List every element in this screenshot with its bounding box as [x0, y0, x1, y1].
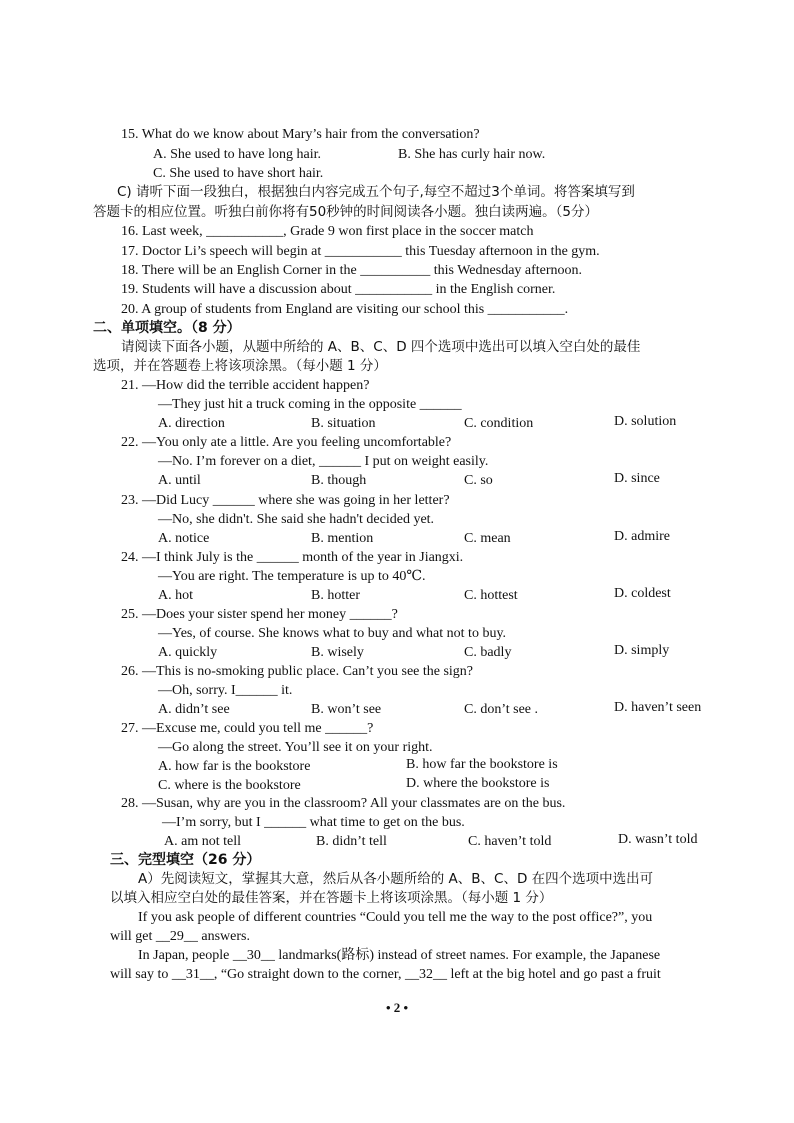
q27-option-a: A. how far is the bookstore [158, 759, 311, 774]
question-16: 16. Last week, ___________, Grade 9 won first place in the soccer match [121, 224, 534, 239]
section-2-heading: 二、单项填空。（8 分） [93, 320, 241, 336]
question-19: 19. Students will have a discussion about ___________ in the English corner. [121, 282, 556, 297]
q25-option-c: C. badly [464, 645, 512, 660]
q26-option-a: A. didn’t see [158, 702, 230, 717]
q26-option-d: D. haven’t seen [614, 700, 702, 715]
passage-line-1: If you ask people of different countries “Could you tell me the way to the post office?”, you [138, 910, 653, 925]
question-17: 17. Doctor Li’s speech will begin at ___________ this Tuesday afternoon in the gym. [121, 244, 600, 259]
q23-option-a: A. notice [158, 531, 210, 546]
section-3-instruction-1: A）先阅读短文，掌握其大意，然后从各小题所给的 A、B、C、D 在四个选项中选出可 [138, 871, 654, 887]
question-21: 21. —How did the terrible accident happen? [121, 378, 370, 393]
q21-reply: —They just hit a truck coming in the opposite ______ [158, 397, 462, 412]
q25-reply: —Yes, of course. She knows what to buy and what not to buy. [158, 626, 507, 641]
q27-reply: —Go along the street. You’ll see it on your right. [158, 740, 433, 755]
q23-option-b: B. mention [311, 531, 374, 546]
passage-line-4: will say to __31__, “Go straight down to the corner, __32__ left at the big hotel and go past a fruit [110, 967, 661, 982]
q22-option-d: D. since [614, 471, 660, 486]
q15-option-b: B. She has curly hair now. [398, 147, 546, 162]
section-c-instruction-1: C) 请听下面一段独白，根据独白内容完成五个句子,每空不超过3个单词。将答案填写到 [117, 184, 635, 200]
section-c-instruction-2: 答题卡的相应位置。听独白前你将有50秒钟的时间阅读各小题。独白读两遍。（5分） [93, 204, 599, 220]
q23-reply: —No, she didn't. She said she hadn't decided yet. [158, 512, 435, 527]
q22-option-a: A. until [158, 473, 201, 488]
section-3-instruction-2: 以填入相应空白处的最佳答案，并在答题卡上将该项涂黑。（每小题 1 分） [110, 890, 553, 906]
q21-option-b: B. situation [311, 416, 376, 431]
passage-line-2: will get __29__ answers. [110, 929, 250, 944]
question-20: 20. A group of students from England are visiting our school this ___________. [121, 302, 569, 317]
question-24: 24. —I think July is the ______ month of the year in Jiangxi. [121, 550, 464, 565]
page-number: • 2 • [385, 1000, 409, 1015]
q24-reply: —You are right. The temperature is up to 40℃. [158, 569, 426, 584]
question-22: 22. —You only ate a little. Are you feeling uncomfortable? [121, 435, 452, 450]
q28-option-c: C. haven’t told [468, 834, 552, 849]
q22-reply: —No. I’m forever on a diet, ______ I put on weight easily. [158, 454, 489, 469]
question-26: 26. —This is no-smoking public place. Can’t you see the sign? [121, 664, 474, 679]
q24-option-c: C. hottest [464, 588, 518, 603]
q28-reply: —I’m sorry, but I ______ what time to get on the bus. [162, 815, 465, 830]
q27-option-b: B. how far the bookstore is [406, 757, 558, 772]
q24-option-d: D. coldest [614, 586, 671, 601]
q25-option-a: A. quickly [158, 645, 218, 660]
passage-line-3: In Japan, people __30__ landmarks(路标) instead of street names. For example, the Japanese [138, 948, 661, 963]
question-18: 18. There will be an English Corner in the __________ this Wednesday afternoon. [121, 263, 583, 278]
q15-option-a: A. She used to have long hair. [153, 147, 321, 162]
q21-option-c: C. condition [464, 416, 534, 431]
q24-option-b: B. hotter [311, 588, 360, 603]
question-25: 25. —Does your sister spend her money ______? [121, 607, 398, 622]
section-2-instruction-2: 选项，并在答题卷上将该项涂黑。（每小题 1 分） [93, 358, 387, 374]
q27-option-c: C. where is the bookstore [158, 778, 301, 793]
q21-option-d: D. solution [614, 414, 677, 429]
question-28: 28. —Susan, why are you in the classroom? All your classmates are on the bus. [121, 796, 566, 811]
q22-option-b: B. though [311, 473, 367, 488]
section-3-heading: 三、完型填空（26 分） [110, 852, 261, 868]
q21-option-a: A. direction [158, 416, 225, 431]
q25-option-d: D. simply [614, 643, 670, 658]
q15-option-c: C. She used to have short hair. [153, 166, 324, 181]
q22-option-c: C. so [464, 473, 493, 488]
q23-option-d: D. admire [614, 529, 670, 544]
q24-option-a: A. hot [158, 588, 193, 603]
q26-option-b: B. won’t see [311, 702, 382, 717]
section-2-instruction-1: 请阅读下面各小题，从题中所给的 A、B、C、D 四个选项中选出可以填入空白处的最佳 [121, 339, 641, 355]
q28-option-a: A. am not tell [164, 834, 241, 849]
question-23: 23. —Did Lucy ______ where she was going in her letter? [121, 493, 450, 508]
q25-option-b: B. wisely [311, 645, 364, 660]
q23-option-c: C. mean [464, 531, 511, 546]
q27-option-d: D. where the bookstore is [406, 776, 550, 791]
question-27: 27. —Excuse me, could you tell me ______? [121, 721, 374, 736]
question-15: 15. What do we know about Mary’s hair from the conversation? [121, 127, 480, 142]
q26-reply: —Oh, sorry. I______ it. [158, 683, 293, 698]
q28-option-b: B. didn’t tell [316, 834, 387, 849]
q28-option-d: D. wasn’t told [618, 832, 698, 847]
q26-option-c: C. don’t see . [464, 702, 539, 717]
